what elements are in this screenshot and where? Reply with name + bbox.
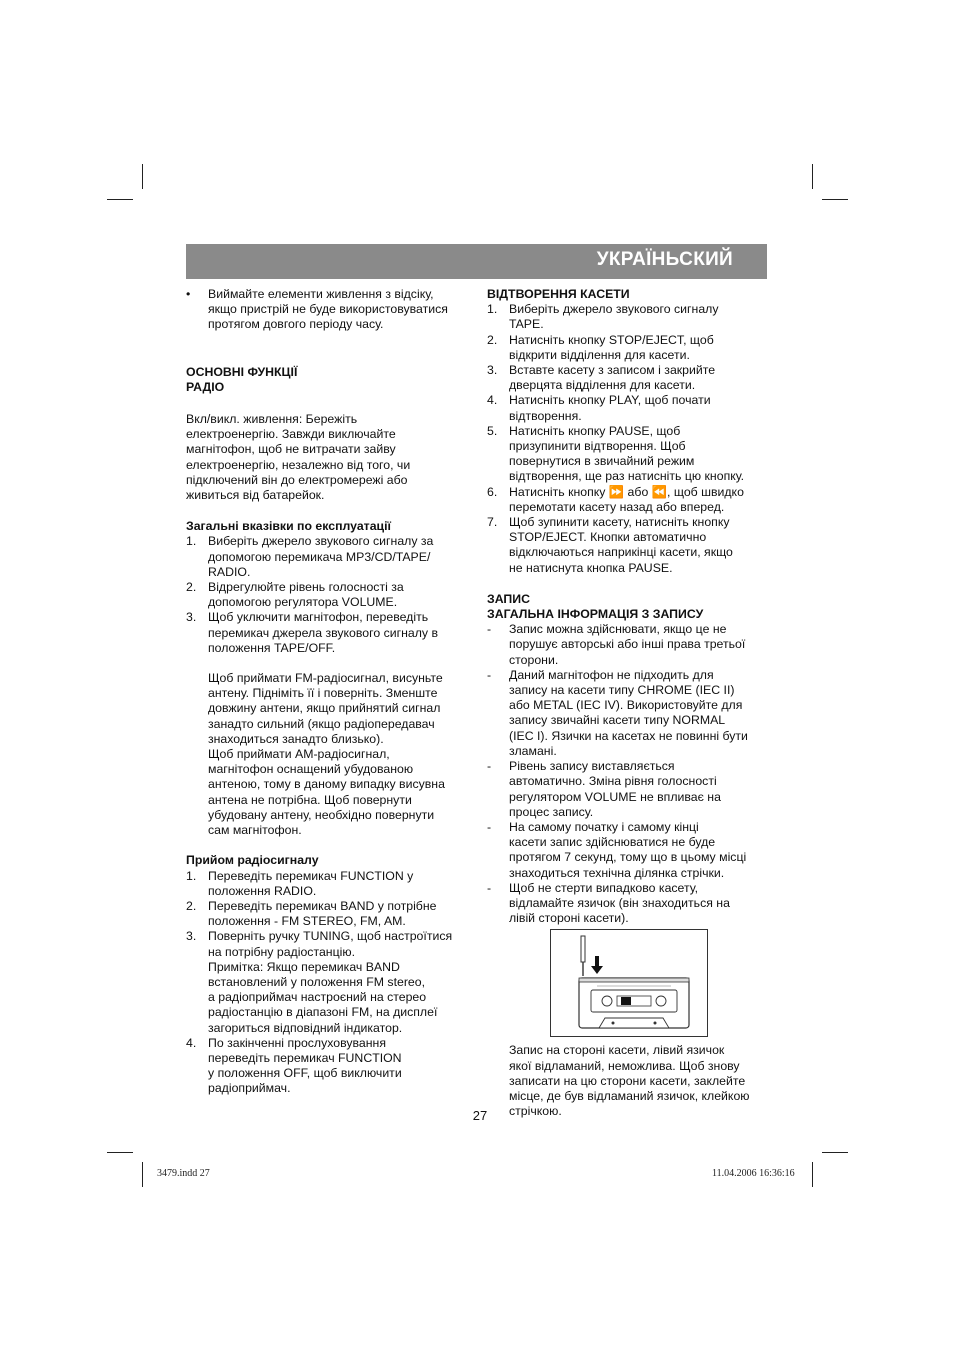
- text-line: Запис можна здійснювати, якщо це не: [509, 622, 727, 637]
- power-paragraph: [186, 412, 468, 503]
- bullet-intro: [186, 287, 468, 333]
- text-line: автоматично. Зміна рівня голосності: [509, 774, 717, 789]
- text-line: положення - FM STEREO, FM, AM.: [208, 914, 406, 929]
- crop-mark: [107, 1152, 133, 1153]
- text-line: По закінченні прослуховування: [208, 1035, 386, 1050]
- list-text: [509, 820, 769, 881]
- text-line: Запис на стороні касети, лівий язичок: [509, 1043, 725, 1058]
- text-line: Виймайте елементи живлення з відсіку,: [208, 287, 434, 301]
- text-line: Щоб не стерти випадково касету,: [509, 880, 699, 895]
- list-dash: -: [487, 622, 492, 637]
- text-line: убудовану антену, необхідно повернути: [208, 807, 435, 822]
- text-line: STOP/EJECT. Кнопки автоматично: [509, 530, 707, 545]
- text-line: Натисніть кнопку STOP/EJECT, щоб: [509, 332, 714, 347]
- list-item: [487, 333, 769, 363]
- page-number: 27: [472, 1108, 488, 1123]
- text-line: записати на цю сторони касети, заклейте: [509, 1073, 746, 1088]
- text-line: довжину антени, якщо прийнятий сигнал: [208, 701, 441, 716]
- list-text: [509, 515, 769, 576]
- list-item: [487, 515, 769, 576]
- left-column: [186, 287, 468, 1097]
- text-line: протягом 7 секунд, тому що в цьому місці: [509, 850, 747, 865]
- text-line: відкрити відділення для касети.: [509, 347, 690, 362]
- right-column: [487, 287, 769, 1119]
- list-item: [487, 622, 769, 668]
- list-text: [208, 869, 468, 899]
- list-text: [208, 534, 468, 580]
- text-line: живиться від батарейок.: [186, 488, 325, 503]
- list-number: 3.: [186, 929, 197, 944]
- text-line: Щоб зупинити касету, натисніть кнопку: [509, 515, 730, 530]
- playback-steps: [487, 302, 769, 576]
- text-line: відтворення.: [509, 408, 582, 423]
- text-line: перемотати касету назад або вперед.: [509, 499, 725, 514]
- text-line: запису звичайні касети типу NORMAL: [509, 713, 726, 728]
- text-line: порушує авторські або інші права третьої: [509, 637, 746, 652]
- text-line: Даний магнітофон не підходить для: [509, 667, 714, 682]
- text-line: зламані.: [509, 743, 557, 758]
- cassette-tab-illustration: [550, 929, 708, 1037]
- crop-mark: [822, 199, 848, 200]
- text-line: радіоприймач.: [208, 1081, 291, 1096]
- record-items: [487, 622, 769, 926]
- list-item: [186, 869, 468, 899]
- text-line: дверцята відділення для касети.: [509, 378, 696, 393]
- list-number: 3.: [186, 610, 197, 625]
- text-line: підключений він до електромережі або: [186, 472, 408, 487]
- list-text: [208, 580, 468, 610]
- text-line: Натисніть кнопку PLAY, щоб почати: [509, 393, 711, 408]
- list-item: [487, 424, 769, 485]
- text-line: допомогою перемикача MP3/CD/TAPE/: [208, 549, 431, 564]
- list-text: [208, 929, 468, 1035]
- text-line: перемикач джерела звукового сигналу в: [208, 625, 438, 640]
- list-dash: -: [487, 759, 492, 774]
- text-line: сам магнітофон.: [208, 823, 302, 838]
- text-line: електроенергію, незалежно від того, чи: [186, 457, 411, 472]
- list-item: [487, 881, 769, 927]
- list-text: [509, 363, 769, 393]
- text-line: положення RADIO.: [208, 883, 317, 898]
- text-line: переведіть перемикач FUNCTION: [208, 1050, 402, 1065]
- language-title: УКРАЇНЬСКИЙ: [596, 249, 733, 270]
- list-item: [487, 820, 769, 881]
- text-line: встановлений у положення FM stereo,: [208, 974, 426, 989]
- bullet-marker: •: [186, 287, 191, 301]
- text-line: антена не потрібна. Щоб повернути: [208, 792, 412, 807]
- file-slug: 3479.indd 27: [157, 1168, 210, 1179]
- text-line: у положення OFF, щоб виключити: [208, 1066, 402, 1081]
- list-text: [509, 622, 769, 668]
- after-figure-paragraph: [487, 1043, 769, 1119]
- list-item: [186, 580, 468, 610]
- text-line: Вкл/викл. живлення: Бережіть: [186, 412, 358, 427]
- list-number: 6.: [487, 484, 498, 499]
- section-heading: [487, 592, 769, 622]
- text-line: магнітофон, щоб не витрачати зайву: [186, 442, 396, 457]
- list-number: 3.: [487, 363, 498, 378]
- crop-mark: [142, 1162, 143, 1187]
- list-item: [186, 534, 468, 580]
- text-line: Виберіть джерело звукового сигналу за: [208, 534, 434, 549]
- list-item: [186, 610, 468, 656]
- text-line: Натисніть кнопку PAUSE, щоб: [509, 423, 681, 438]
- text-line: TAPE.: [509, 317, 544, 332]
- text-line: лівій стороні касети).: [509, 911, 629, 926]
- list-item: [487, 393, 769, 423]
- list-item: [487, 759, 769, 820]
- text-line: касети запис здійснюватися не буде: [509, 835, 716, 850]
- list-number: 5.: [487, 423, 498, 438]
- text-line: занадто сильний (якщо радіопередавач: [208, 716, 435, 731]
- text-line: знаходиться технічна ділянка стрічки.: [509, 865, 725, 880]
- text-line: призупинити відтворення. Щоб: [509, 439, 686, 454]
- text-line: RADIO.: [208, 564, 251, 579]
- language-banner: [186, 244, 767, 279]
- text-line: якої відламаний, неможлива. Щоб знову: [509, 1058, 740, 1073]
- text-line: Натисніть кнопку ⏩ або ⏪, щоб швидко: [509, 484, 744, 499]
- antenna-note: [186, 671, 468, 838]
- text-line: на потрібну радіостанцію.: [208, 944, 355, 959]
- list-text: [509, 668, 769, 759]
- text-line: стрічкою.: [509, 1104, 562, 1119]
- text-line: Щоб приймати АМ-радіосигнал,: [208, 747, 390, 762]
- heading-line: РАДІО: [186, 379, 225, 394]
- section-heading: [186, 365, 468, 395]
- list-number: 1.: [186, 868, 197, 883]
- list-number: 4.: [186, 1035, 197, 1050]
- list-item: [487, 363, 769, 393]
- text-line: Поверніть ручку TUNING, щоб настроїтися: [208, 929, 453, 944]
- text-line: Виберіть джерело звукового сигналу: [509, 302, 719, 317]
- text-line: місце, де був відламаний язичок, клейкою: [509, 1088, 750, 1103]
- list-text: [208, 1036, 468, 1097]
- list-number: 1.: [186, 534, 197, 549]
- list-number: 1.: [487, 302, 498, 317]
- list-item: [487, 302, 769, 332]
- text-line: положення TAPE/OFF.: [208, 640, 336, 655]
- list-item: [186, 899, 468, 929]
- text-line: повернутися в звичайний режим: [509, 454, 695, 469]
- text-line: загориться відповідний індикатор.: [208, 1020, 403, 1035]
- text-line: електроенергію. Завжди виключайте: [186, 427, 396, 442]
- text-line: сторони.: [509, 652, 559, 667]
- list-number: 7.: [487, 515, 498, 530]
- crop-mark: [107, 199, 133, 200]
- text-line: Щоб приймати FM-радіосигнал, висуньте: [208, 671, 443, 686]
- list-dash: -: [487, 667, 492, 682]
- text-line: антеною, тому в даному випадку висувна: [208, 777, 445, 792]
- text-line: відламайте язичок (він знаходиться на: [509, 895, 730, 910]
- heading-line: ЗАГАЛЬНА ІНФОРМАЦІЯ З ЗАПИСУ: [487, 607, 704, 622]
- text-line: протягом довгого періоду часу.: [208, 317, 384, 332]
- text-line: радіостанцію в діапазоні FM, на дисплеї: [208, 1005, 438, 1020]
- text-line: регулятором VOLUME не впливає на: [509, 789, 721, 804]
- text-line: Переведіть перемикач BAND у потрібне: [208, 898, 437, 913]
- list-number: 2.: [487, 332, 498, 347]
- list-number: 2.: [186, 898, 197, 913]
- list-dash: -: [487, 819, 492, 834]
- text-line: Відрегулюйте рівень голосності за: [208, 580, 404, 595]
- radio-steps: [186, 869, 468, 1097]
- date-slug: 11.04.2006 16:36:16: [712, 1168, 795, 1179]
- bullet-text: [208, 287, 468, 333]
- cassette-icon: [551, 930, 707, 1036]
- crop-mark: [822, 1152, 848, 1153]
- list-text: [509, 881, 769, 927]
- section-heading: ВІДТВОРЕННЯ КАСЕТИ: [487, 287, 630, 301]
- text-line: Вставте касету з записом і закрийте: [509, 363, 716, 378]
- text-line: допомогою регулятора VOLUME.: [208, 595, 398, 610]
- text-line: запису на касети типу CHROME (IEC II): [509, 683, 735, 698]
- list-dash: -: [487, 880, 492, 895]
- list-text: [509, 393, 769, 423]
- text-line: або METAL (IEC IV). Використовуйте для: [509, 698, 743, 713]
- subsection-heading: Прийом радіосигналу: [186, 853, 319, 868]
- heading-line: ОСНОВНІ ФУНКЦІЇ: [186, 364, 298, 379]
- list-text: [509, 424, 769, 485]
- text-line: (IEC I). Язички на касетах не повинні бути: [509, 728, 748, 743]
- list-text: [509, 302, 769, 332]
- list-item: [186, 929, 468, 1035]
- list-text: [208, 610, 468, 656]
- general-steps: [186, 534, 468, 656]
- text-line: Переведіть перемикач FUNCTION у: [208, 868, 414, 883]
- text-line: відключаються наприкінці касети, якщо: [509, 545, 733, 560]
- crop-mark: [142, 164, 143, 189]
- list-number: 2.: [186, 580, 197, 595]
- list-text: [509, 333, 769, 363]
- text-line: На самому початку і самому кінці: [509, 819, 699, 834]
- text-line: процес запису.: [509, 804, 594, 819]
- text-line: знаходиться занадто близько).: [208, 731, 384, 746]
- text-line: Щоб уключити магнітофон, переведіть: [208, 610, 429, 625]
- list-item: [487, 668, 769, 759]
- text-line: якщо пристрій не буде використовуватися: [208, 302, 448, 317]
- list-text: [208, 899, 468, 929]
- list-item: [487, 485, 769, 515]
- text-line: Примітка: Якщо перемикач BAND: [208, 959, 400, 974]
- list-number: 4.: [487, 393, 498, 408]
- text-line: не натиснута кнопка PAUSE.: [509, 560, 673, 575]
- crop-mark: [812, 1162, 813, 1187]
- text-line: магнітофон оснащений убудованою: [208, 762, 414, 777]
- subsection-heading: Загальні вказівки по експлуатації: [186, 519, 391, 534]
- heading-line: ЗАПИС: [487, 591, 530, 606]
- text-line: Рівень запису виставляється: [509, 759, 675, 774]
- list-text: [509, 485, 769, 515]
- crop-mark: [812, 164, 813, 189]
- text-line: антену. Підніміть її і поверніть. Зменште: [208, 686, 438, 701]
- text-line: відтворення, ще раз натисніть цю кнопку.: [509, 469, 745, 484]
- list-text: [509, 759, 769, 820]
- text-line: а радіоприймач настроєний на стерео: [208, 990, 427, 1005]
- list-item: [186, 1036, 468, 1097]
